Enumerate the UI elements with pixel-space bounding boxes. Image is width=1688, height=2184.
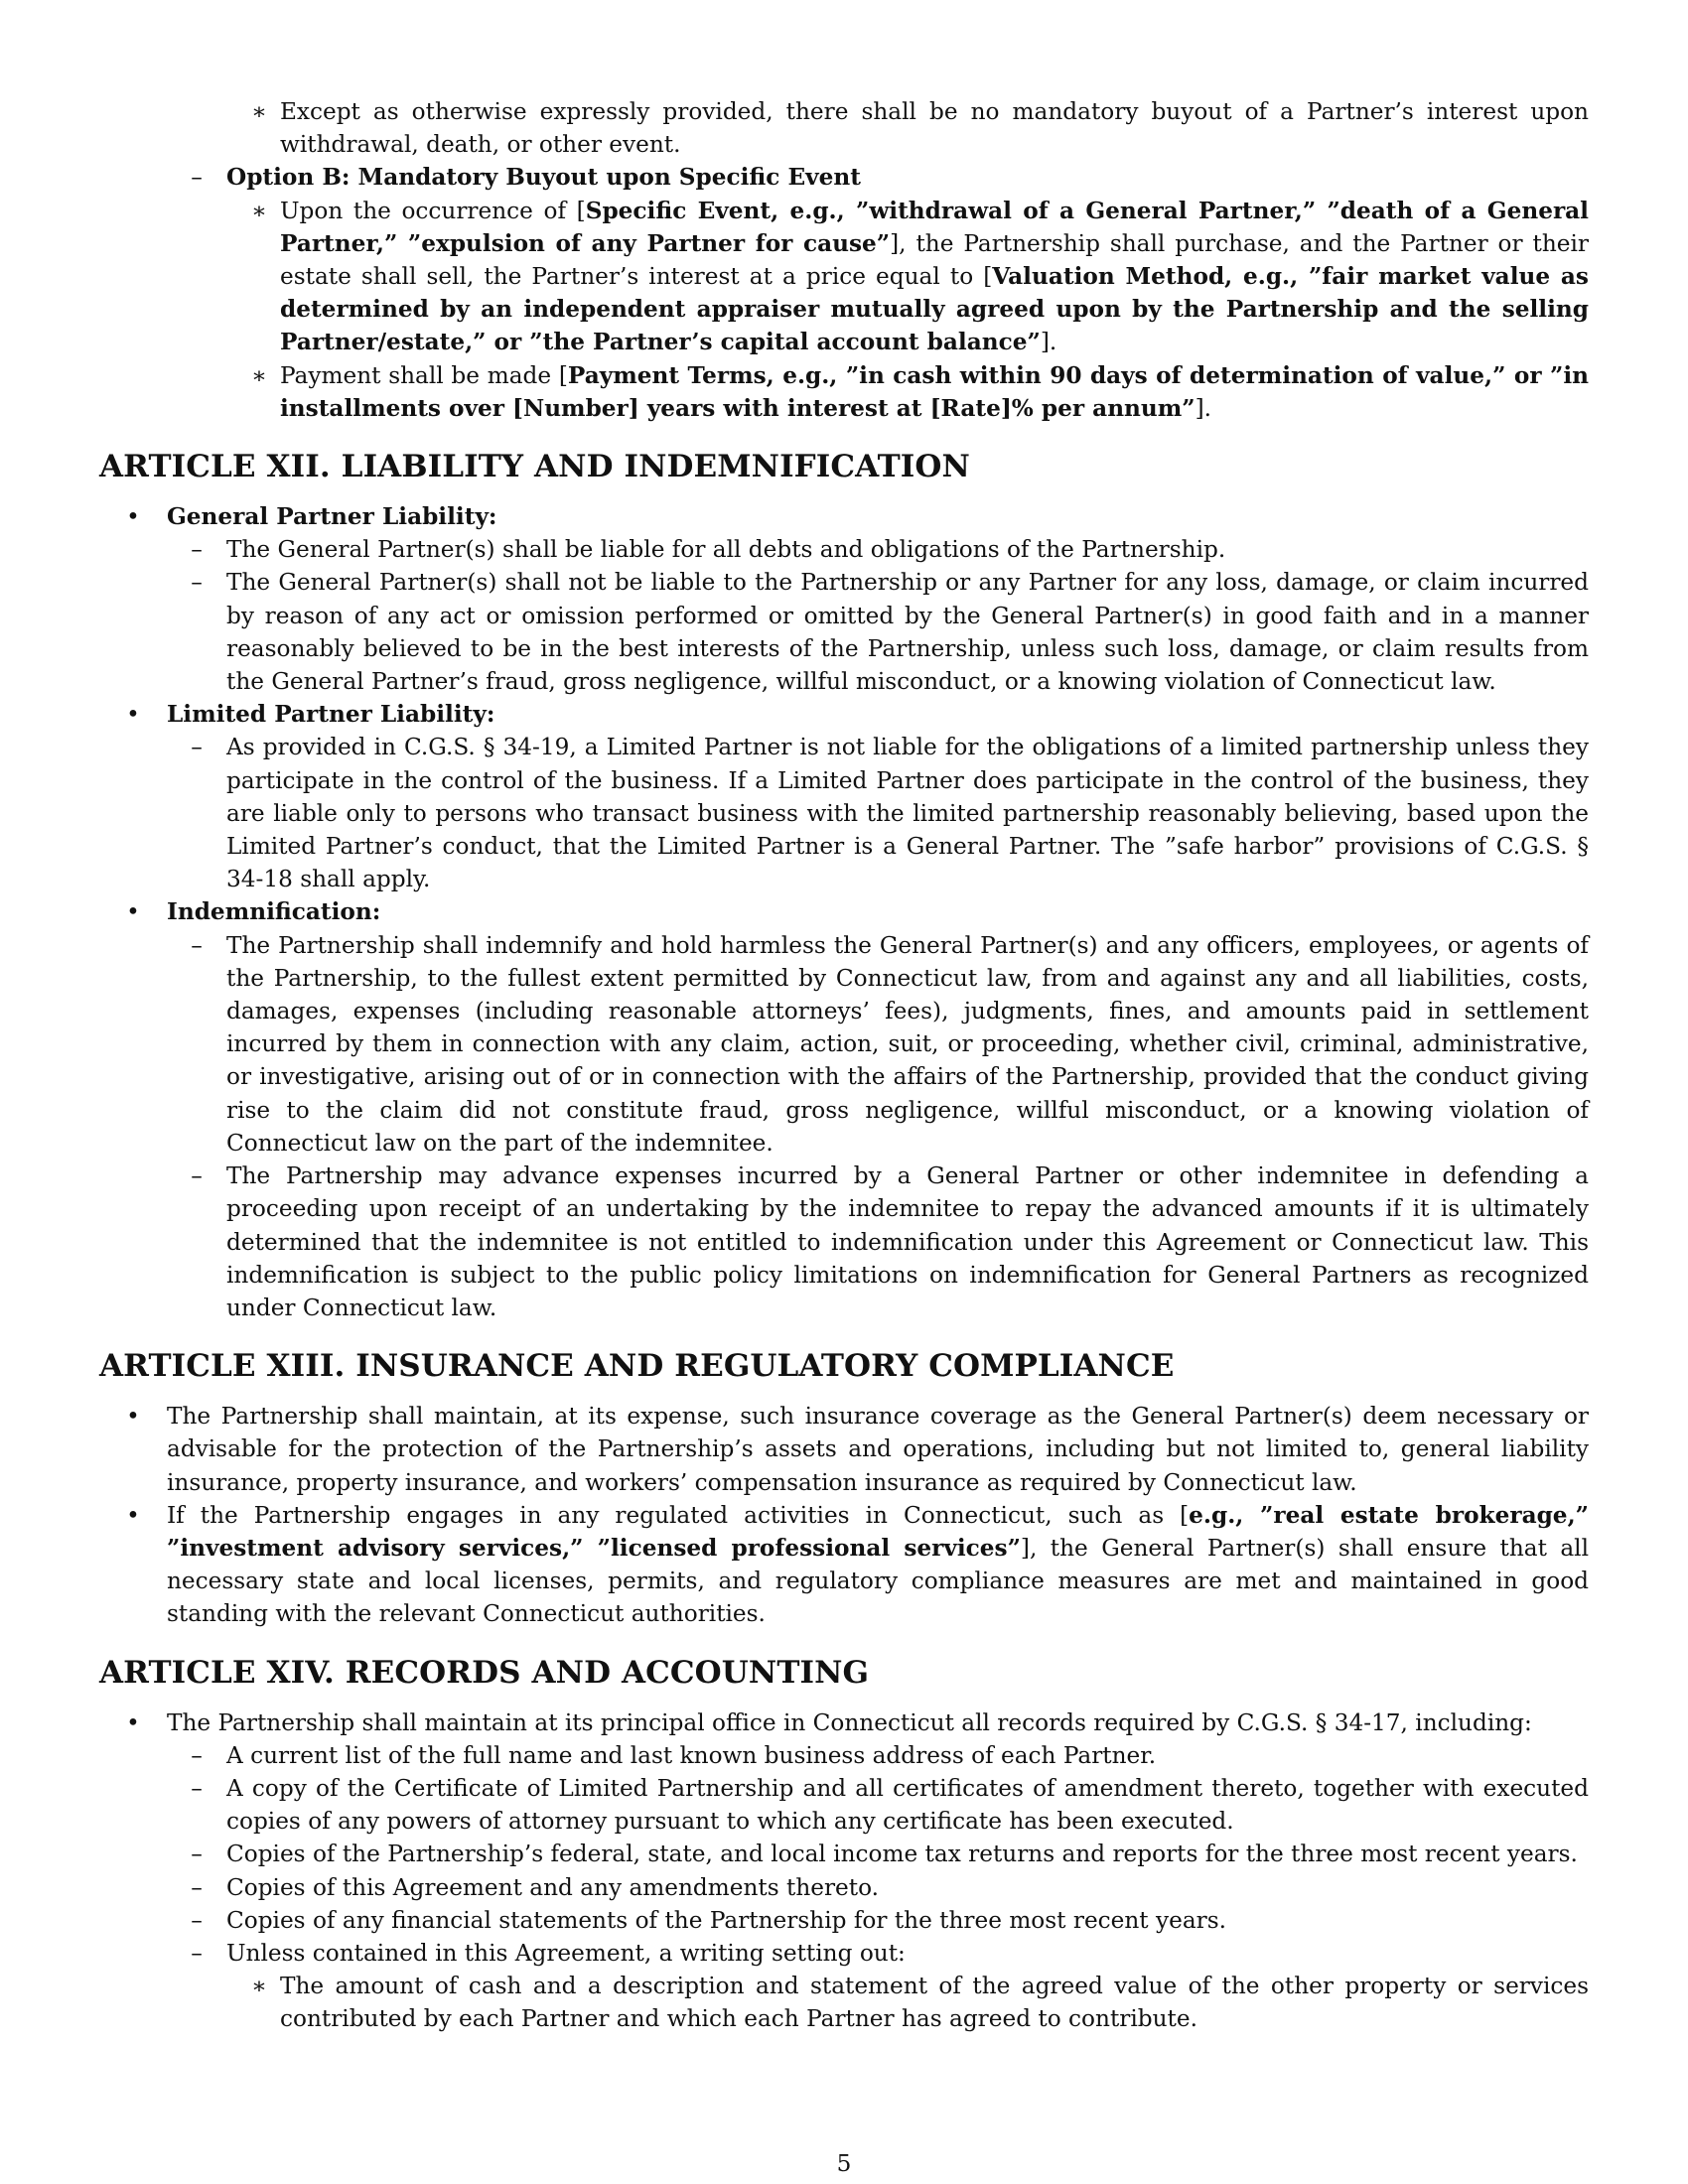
option-b-list [99,161,1589,425]
list-item: • The Partnership shall maintain at its principal office in Connecticut all records required by C.G.S. § 34-17, including: – A current list of the full name and last known business address of each Partner. – A copy of the Certificate of Limited Partnership and all certificates of amendment thereto, together with executed copies of any powers of attorney pursuant to which any certificate has been executed. – Copies of the Partnership’s federal, state, and local income tax returns and reports for the three most recent years. – Copies of this Agreement and any amendments thereto. – Copies of any financial statements of the Partnership for the three most recent years. – Unless contained in this Agreement, a writing setting out: ∗ The amount of cash and a description and statement of the agreed value of the other property or services contributed by each Partner and which each Partner has agreed to contribute. [99,1706,1589,2036]
bullet-marker: • [126,898,140,926]
bullet-marker: • [126,503,140,531]
list-item: – The General Partner(s) shall not be liable to the Partnership or any Partner for any loss, damage, or claim incurred by reason of any act or omission performed or omitted by the General Partner(s) in good faith and in a manner reasonably believed to be in the best interests of the Partnership, unless such loss, damage, or claim results from the General Partner’s fraud, gross negligence, willful misconduct, or a knowing violation of Connecticut law. [99,566,1589,698]
dash-marker: – [191,734,203,761]
option-b-sublist [99,195,1589,425]
lp-sublist [99,731,1589,895]
list-item: • Limited Partner Liability: – As provided in C.G.S. § 34-19, a Limited Partner is not liable for the obligations of a limited partnership unless they participate in the control of the business. If a Limited Partner does participate in the control of the business, they are liable only to persons who transact business with the limited partnership reasonably believing, based upon the Limited Partner’s conduct, that the Limited Partner is a General Partner. The ”safe harbor” provisions of C.G.S. § 34-18 shall apply. [99,698,1589,895]
list-item: • General Partner Liability: – The General Partner(s) shall be liable for all debts and obligations of the Partnership. – The General Partner(s) shall not be liable to the Partnership or any Partner for any loss, damage, or claim incurred by reason of any act or omission performed or omitted by the General Partner(s) in good faith and in a manner reasonably believed to be in the best interests of the Partnership, unless such loss, damage, or claim results from the General Partner’s fraud, gross negligence, willful misconduct, or a knowing violation of Connecticut law. [99,500,1589,698]
list-item: ∗ Payment shall be made [Payment Terms, e.g., ”in cash within 90 days of determination of value,” or ”in installments over [Number] years with interest at [Rate]% per annum”]. [99,359,1589,425]
article-xiii-heading: ARTICLE XIII. INSURANCE AND REGULATORY COMPLIANCE [99,1348,1175,1385]
bullet-marker: • [126,1501,140,1529]
star-marker: ∗ [251,197,267,224]
star-marker: ∗ [251,98,267,125]
dash-marker: – [191,1841,203,1868]
list-item: ∗ The amount of cash and a description and statement of the agreed value of the other property or services contributed by each Partner and which each Partner has agreed to contribute. [99,1970,1589,2035]
bullet-marker: • [126,701,140,729]
bullet-marker: • [126,1403,140,1431]
list-item: – The Partnership shall indemnify and hold harmless the General Partner(s) and any officers, employees, or agents of the Partnership, to the fullest extent permitted by Connecticut law, from and against any and all liabilities, costs, damages, expenses (including reasonable attorneys’ fees), judgments, fines, and amounts paid in settlement incurred by them in connection with any claim, action, suit, or proceeding, whether civil, criminal, administrative, or investigative, arising out of or in connection with the affairs of the Partnership, provided that the conduct giving rise to the claim did not constitute fraud, gross negligence, willful misconduct, or a knowing violation of Connecticut law on the part of the indemnitee. [99,929,1589,1160]
list-item: – Unless contained in this Agreement, a writing setting out: ∗ The amount of cash and a description and statement of the agreed value of the other property or services contributed by each Partner and which each Partner has agreed to contribute. [99,1937,1589,2036]
bullet-marker: • [126,1708,140,1736]
list-item: ∗ Upon the occurrence of [Specific Event, e.g., ”withdrawal of a General Partner,” ”death of a General Partner,” ”expulsion of any Partner for cause”], the Partnership shall purchase, and the Partner or their estate shall sell, the Partner’s interest at a price equal to [Valuation Method, e.g., ”fair market value as determined by an independent appraiser mutually agreed upon by the Partnership and the selling Partner/estate,” or ”the Partner’s capital account balance”]. [99,195,1589,359]
indemnification-sublist [99,929,1589,1324]
star-marker: ∗ [251,361,267,389]
list-item: – The Partnership may advance expenses incurred by a General Partner or other indemnitee in defending a proceeding upon receipt of an undertaking by the indemnitee to repay the advanced amounts if it is ultimately determined that the indemnitee is not entitled to indemnification under this Agreement or Connecticut law. This indemnification is subject to the public policy limitations on indemnification for General Partners as recognized under Connecticut law. [99,1160,1589,1324]
article-xii-heading: ARTICLE XII. LIABILITY AND INDEMNIFICATION [99,449,970,485]
star-marker: ∗ [251,1973,267,2000]
list-item: – Copies of any financial statements of the Partnership for the three most recent years. [99,1904,1589,1937]
dash-marker: – [191,569,203,597]
dash-marker: – [191,536,203,564]
list-item: – The General Partner(s) shall be liable for all debts and obligations of the Partnership. [99,533,1589,566]
list-item: – A copy of the Certificate of Limited Partnership and all certificates of amendment thereto, together with executed copies of any powers of attorney pursuant to which any certificate has been executed. [99,1772,1589,1838]
option-a-list [99,95,1589,161]
list-item: – Copies of this Agreement and any amendments thereto. [99,1871,1589,1904]
dash-marker: – [191,1873,203,1901]
list-item: • The Partnership shall maintain, at its expense, such insurance coverage as the General Partner(s) deem necessary or advisable for the protection of the Partnership’s assets and operations, including but not limited to, general liability insurance, property insurance, and workers’ compensation insurance as required by Connecticut law. [99,1400,1589,1499]
gp-sublist [99,533,1589,698]
document-page [99,95,1589,2036]
list-item: – As provided in C.G.S. § 34-19, a Limited Partner is not liable for the obligations of a limited partnership unless they participate in the control of the business. If a Limited Partner does participate in the control of the business, they are liable only to persons who transact business with the limited partnership reasonably believing, based upon the Limited Partner’s conduct, that the Limited Partner is a General Partner. The ”safe harbor” provisions of C.G.S. § 34-18 shall apply. [99,731,1589,895]
article-xiv-heading: ARTICLE XIV. RECORDS AND ACCOUNTING [99,1654,870,1691]
dash-marker: – [191,1774,203,1802]
list-item: • Indemnification: – The Partnership shall indemnify and hold harmless the General Partner(s) and any officers, employees, or agents of the Partnership, to the fullest extent permitted by Connecticut law, from and against any and all liabilities, costs, damages, expenses (including reasonable attorneys’ fees), judgments, fines, and amounts paid in settlement incurred by them in connection with any claim, action, suit, or proceeding, whether civil, criminal, administrative, or investigative, arising out of or in connection with the affairs of the Partnership, provided that the conduct giving rise to the claim did not constitute fraud, gross negligence, willful misconduct, or a knowing violation of Connecticut law on the part of the indemnitee. – The Partnership may advance expenses incurred by a General Partner or other indemnitee in defending a proceeding upon receipt of an undertaking by the indemnitee to repay the advanced amounts if it is ultimately determined that the indemnitee is not entitled to indemnification under this Agreement or Connecticut law. This indemnification is subject to the public policy limitations on indemnification for General Partners as recognized under Connecticut law. [99,895,1589,1324]
dash-marker: – [191,1939,203,1967]
list-item: – A current list of the full name and last known business address of each Partner. [99,1739,1589,1772]
dash-marker: – [191,1162,203,1190]
article-xii-list [99,500,1589,1324]
article-xiii-list [99,1400,1589,1630]
list-item: ∗ Except as otherwise expressly provided, there shall be no mandatory buyout of a Partner’s interest upon withdrawal, death, or other event. [99,95,1589,161]
dash-marker: – [191,931,203,959]
dash-marker: – [191,164,203,192]
article-xiv-list [99,1706,1589,2036]
records-sublist [99,1739,1589,2036]
list-item: – Copies of the Partnership’s federal, state, and local income tax returns and reports for the three most recent years. [99,1838,1589,1870]
page-number: 5 [836,2150,852,2177]
dash-marker: – [191,1741,203,1769]
option-b-heading: – Option B: Mandatory Buyout upon Specific Event ∗ Upon the occurrence of [Specific Event, e.g., ”withdrawal of a General Partner,” ”death of a General Partner,” ”expulsion of any Partner for cause”], the Partnership shall purchase, and the Partner or their estate shall sell, the Partner’s interest at a price equal to [Valuation Method, e.g., ”fair market value as determined by an independent appraiser mutually agreed upon by the Partnership and the selling Partner/estate,” or ”the Partner’s capital account balance”]. ∗ Payment shall be made [Payment Terms, e.g., ”in cash within 90 days of determination of value,” or ”in installments over [Number] years with interest at [Rate]% per annum”]. [99,161,1589,425]
writing-sublist [99,1970,1589,2035]
dash-marker: – [191,1906,203,1934]
list-item: • If the Partnership engages in any regulated activities in Connecticut, such as [e.g., ”real estate brokerage,” ”investment advisory services,” ”licensed professional services”], the General Partner(s) shall ensure that all necessary state and local licenses, permits, and regulatory compliance measures are met and maintained in good standing with the relevant Connecticut authorities. [99,1499,1589,1631]
